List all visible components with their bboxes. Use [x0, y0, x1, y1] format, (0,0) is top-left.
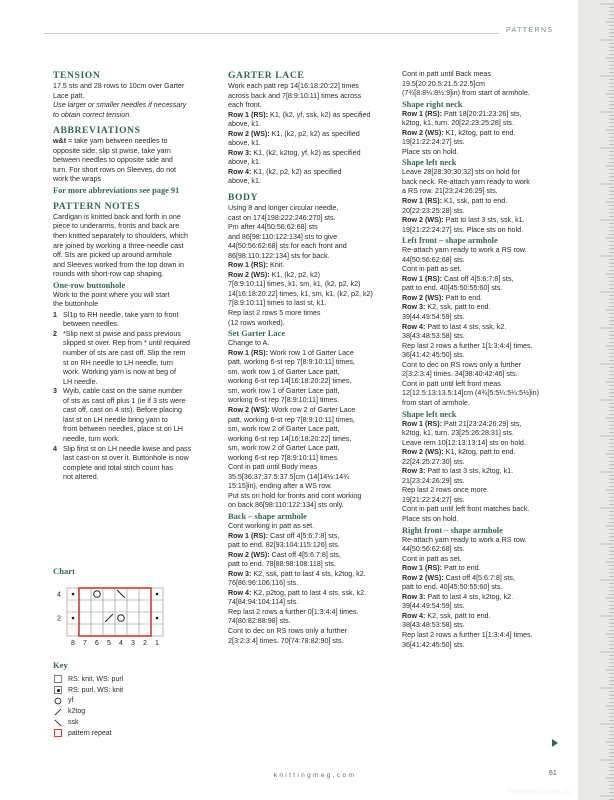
right-front-heading: Right front – shape armhole	[402, 525, 503, 535]
row-text: Cast off 4[5:6:7:8] sts, patt to end. 40[45:50:55:60] sts.	[402, 573, 515, 592]
row-text: Patt to last 4 sts, ssk, k2. 38[43:48:53:58] sts.	[402, 322, 507, 341]
right-front-after: Rep last 2 rows a further 1[1:3:4:4] times. 36[41:42:45:50] sts.	[402, 630, 533, 649]
step-number: 2	[53, 329, 57, 338]
pattern-row	[228, 532, 392, 551]
column-1	[53, 70, 215, 483]
buttonhole-heading: One-row buttonhole	[53, 280, 126, 290]
row-label: Row 4:	[228, 588, 252, 597]
row-text: Patt to end.	[442, 564, 481, 573]
step-number: 3	[53, 387, 57, 396]
row-label: Row 4:	[402, 322, 426, 331]
pattern-row	[402, 574, 564, 593]
pattern-row	[402, 129, 564, 148]
row-label: Row 3:	[402, 592, 426, 601]
row-label: Row 1 (RS):	[228, 348, 269, 357]
pattern-row	[402, 467, 564, 486]
row-label: Row 2 (WS):	[228, 270, 270, 279]
pattern-row	[402, 564, 564, 574]
back-armhole-heading: Back – shape armhole	[228, 511, 307, 521]
row-label: Row 2 (WS):	[228, 550, 270, 559]
row-text: K2, ssk, patt to end. 38[43:48:53:58] sts.	[402, 611, 491, 630]
buttonhole-steps	[53, 311, 215, 483]
row-text: K1, (k2, k2tog, yf, k2) as specified above, k1.	[228, 148, 361, 167]
row-label: Row 2 (WS):	[402, 128, 444, 137]
abbreviation-definition: = take yarn between needles to opposite side, slip st pwise, take yarn between needles to opposite side and turn. For short rows on Sleeves, do not work the wraps	[53, 137, 177, 184]
row-text: Work row 2 of Garter Lace patt, working 6-st rep 7[8:9:10:11] times, sm, work row 2 of Garter Lace patt, working 6-st rep 14[16:18:20:22] times, sm, work row 2 of Garter Lace patt, working 6-st rep 7[8:9:10:11] times.	[228, 405, 356, 462]
chart-col-label: 5	[107, 640, 111, 647]
footer-url[interactable]: knittingmeg.com	[273, 772, 357, 779]
pattern-row	[228, 130, 392, 149]
step-number: 4	[53, 444, 57, 453]
pattern-notes-heading: PATTERN NOTES	[53, 200, 141, 212]
chart-col-label: 4	[119, 640, 123, 647]
key-label: yf	[68, 697, 74, 705]
left-front-after: Rep last 2 rows a further 1[1:3:4:4] times. 36[41:42:45:50] sts. Cont to dec on RS rows only a further 2[3:2:3:4] times. 34[38:40:42:46] sts. Cont in patt until left front meas 12[12.5:13:13.5:14]cm (4¾[5:5¼:5¼:5½]in) from start of armhole.	[402, 341, 539, 407]
row-text: K1, (k2, p2, k2) as specified above, k1.	[228, 167, 342, 186]
chart-heading: Chart	[53, 566, 75, 576]
purl-dot-icon	[54, 686, 62, 694]
left-neck-heading: Shape left neck	[402, 158, 457, 168]
chart-col-label: 8	[71, 640, 75, 647]
row-label: Row 3:	[402, 303, 426, 312]
step-text: Slip first st on LH needle kwise and pass last cast-on st over it. Buttonhole is now complete and total stitch count has not altered.	[63, 444, 192, 482]
chart-row-label: 2	[57, 615, 61, 623]
set-garter-after: Cont in patt until Body meas 35.5[36:37:37.5:37.5]cm (14[14½:14¾ 15:15]in), ending after a WS row. Put sts on hold for fronts and cont working on back 86[98:110:122:134] sts only.	[228, 463, 362, 510]
row-label: Row 1 (RS):	[228, 110, 269, 119]
row-label: Row 3:	[228, 148, 252, 157]
chart-col-label: 6	[95, 640, 99, 647]
row-text: Patt to last 4 sts, k2tog, k2. 39[44:49:54:59] sts.	[402, 592, 514, 611]
tension-text: 17.5 sts and 28 rows to 10cm over Garter Lace patt.	[53, 82, 185, 100]
pattern-row	[228, 551, 392, 570]
column-2	[228, 70, 392, 646]
row-label: Row 2 (WS):	[402, 448, 444, 457]
chart-col-labels	[71, 640, 159, 647]
buttonhole-step	[53, 445, 215, 483]
row-text: Cast off 4[5:6:7:8] sts, patt to end. 78[88:98:108:118] sts.	[228, 550, 341, 569]
abbreviations-link[interactable]: For more abbreviations see page 91	[53, 185, 180, 195]
key-heading: Key	[53, 660, 68, 670]
abbreviations-heading: ABBREVIATIONS	[53, 125, 141, 137]
row-label: Row 2 (WS):	[228, 405, 270, 414]
garter-lace-intro: Work each patt rep 14[16:18:20:22] times across back and 7[8:9:10:11] times across each front.	[228, 82, 362, 110]
pattern-row	[402, 593, 564, 612]
pattern-row	[402, 275, 564, 294]
row-text: Cast off 4[5:6:7:8] sts, patt to end. 82[93:104:115:126] sts.	[228, 531, 340, 550]
chart-row-label: 4	[57, 591, 61, 599]
page-number: 61	[549, 770, 557, 777]
buttonhole-step	[53, 387, 215, 444]
row-text: K1, (k2, p2, k2) as specified above, k1.	[228, 129, 360, 148]
row-label: Row 3:	[228, 569, 252, 578]
row-label: Row 1 (RS):	[402, 109, 443, 118]
row-label: Row 1 (RS):	[402, 564, 443, 573]
chart-col-label: 7	[83, 640, 87, 647]
step-text: *Slip next st pwise and pass previous slipped st over. Rep from * until required number of sts are cast off. Slip the rem st on RH needle to LH needle, turn work. Working yarn is now at beg of LH needle.	[63, 329, 191, 386]
pattern-row	[402, 612, 564, 631]
row-text: K1, k2tog, patt to end. 19[21:22:24:27] sts.	[402, 128, 516, 147]
pattern-row	[228, 111, 392, 130]
row-text: Patt to last 3 sts, ssk, k1. 19[21:22:24:27] sts. Place sts on hold.	[402, 216, 525, 234]
row-text: Patt to end.	[443, 293, 483, 302]
row-text: K1, ssk, patt to end. 20[22:23:25:28] sts.	[402, 197, 508, 215]
step-text: Wyib, cable cast on the same number of sts as cast off plus 1 (ie if 3 sts were cast off, cast on 4 sts). Before placing last st on LH needle bring yarn to front between needles, place st on LH needle, turn work.	[63, 387, 186, 443]
row-label: Row 1 (RS):	[402, 197, 443, 206]
chart-col-label: 2	[143, 640, 147, 647]
row-text: Cast off 4[5:6:7:8] sts, patt to end. 40[45:50:55:60] sts.	[402, 274, 514, 293]
buttonhole-step	[53, 330, 215, 387]
pattern-row	[402, 303, 564, 322]
right-neck-after: Place sts on hold.	[402, 147, 459, 156]
pattern-row	[402, 294, 564, 304]
pattern-notes-text: Cardigan is knitted back and forth in one piece to underarms, fronts and back are then knitted separately to shoulders, which are joined by working a three-needle cast off. Sts are picked up around armhole and Sleeves worked from the top down in rounds with short-row cap shaping.	[53, 212, 188, 279]
key-item	[53, 717, 203, 728]
body-heading: BODY	[228, 192, 259, 204]
row-label: Row 2 (WS):	[402, 573, 444, 582]
set-garter-heading: Set Garter Lace	[228, 329, 286, 339]
set-garter-intro: Change to A.	[228, 339, 270, 348]
row-label: Row 3:	[402, 467, 426, 476]
row-text: Patt 21[23:24:26:29] sts, k2tog, k1, turn. 23[25:26:28:31] sts. Leave rem 10[12:13:13:14] sts on hold.	[402, 419, 526, 447]
measuring-ruler	[578, 0, 614, 800]
chart-key	[53, 674, 203, 739]
row-text: Work row 1 of Garter Lace patt, working 6-st rep 7[8:9:10:11] times, sm, work row 1 of Garter Lace patt, working 6-st rep 14[16:18:20:22] times, sm, work row 1 of Garter Lace patt, working 6-st rep 7[8:9:10:11] times.	[228, 348, 355, 405]
right-front-intro: Re-attach yarn ready to work a RS row. 44[50:56:62:68] sts. Cont in patt as set.	[402, 535, 527, 563]
abbreviation-wt	[53, 137, 215, 185]
back-armhole-after: Rep last 2 rows a further 0[1:3:4:4] times. 74[80:82:88:98] sts. Cont to dec on RS rows only a further 2[3:2:3:4] times. 70[74:78:82:90] sts.	[228, 607, 359, 645]
row-label: Row 2 (WS):	[402, 216, 444, 225]
body-intro: Using 8 and longer circular needle, cast on 174[198:222:246:270] sts. Pm after 44[50:56:62:68] sts and 86[98:110:122:134] sts to give 44[50:56:62:68] sts for each front and 86[98:110:122:134] sts for back.	[228, 204, 347, 260]
pattern-row	[228, 149, 392, 168]
row-label: Row 4:	[228, 167, 252, 176]
key-item	[53, 696, 203, 707]
pattern-row	[402, 448, 564, 467]
body-after: Rep last 2 rows 5 more times (12 rows worked).	[228, 309, 321, 327]
abbreviation-term: w&t	[53, 137, 67, 146]
key-item	[53, 706, 203, 717]
left-neck-intro: Leave 28[28:30:30:32] sts on hold for back neck. Re-attach yarn ready to work a RS row. 21[23:24:26:29] sts.	[402, 168, 530, 196]
row-text: K1, (k2, p2, k2) 7[8:9:10:11] times, k1, sm, k1, (k2, p2, k2) 14[16:18:20:22] times, k1, sm, k1, (k2, p2, k2) 7[8:9:10:11] times to last st, k1.	[228, 270, 373, 308]
key-label: ssk	[68, 719, 79, 727]
ssk-backslash-icon	[54, 719, 62, 727]
row-label: Row 1 (RS):	[228, 261, 269, 270]
pattern-row	[402, 216, 564, 235]
tension-note: Use larger or smaller needles if necessary to obtain correct tension.	[53, 101, 187, 119]
row-text: K2, ssk, patt to end. 39[44:49:54:59] sts.	[402, 303, 491, 322]
pattern-row	[402, 110, 564, 129]
watermark: PassionForum.ru	[507, 787, 571, 796]
right-neck-heading: Shape right neck	[402, 99, 463, 109]
garter-lace-heading: GARTER LACE	[228, 70, 305, 81]
yarn-over-circle-icon	[54, 697, 62, 705]
header-rule	[44, 33, 499, 34]
row-label: Row 4:	[402, 611, 426, 620]
pattern-row	[228, 349, 392, 406]
row-label: Row 1 (RS):	[402, 419, 443, 428]
buttonhole-intro: Work to the point where you will start the buttonhole	[53, 290, 170, 309]
buttonhole-step	[53, 311, 215, 330]
chart-col-label: 3	[131, 640, 135, 647]
pattern-row	[402, 420, 564, 449]
row-text: K1, k2tog, patt to end. 22[24:25:27:30] sts.	[402, 448, 516, 466]
pattern-repeat-icon	[54, 729, 62, 737]
k2tog-slash-icon	[54, 708, 62, 716]
left-neck2-after: Rep last 2 rows once more. 19[21:22:24:27] sts. Cont in patt until left front matches back. Place sts on hold.	[402, 486, 530, 523]
key-label: RS: purl, WS: knit	[68, 686, 124, 694]
pattern-row	[228, 261, 392, 271]
pattern-row	[402, 197, 564, 216]
stitch-chart	[53, 582, 173, 648]
step-number: 1	[53, 310, 57, 319]
row-text: Patt 18[20:21:23:26] sts, k2tog, k1, turn. 20[22:23:25:28] sts.	[402, 109, 522, 128]
key-item	[53, 685, 203, 696]
row-text: Knit.	[268, 261, 285, 270]
back-continue-text: Cont in patt until Back meas 19.5[20:20.5:21.5:22.5]cm (7¾[8:8¼:8½:9]in) from start of armhole.	[402, 70, 530, 98]
key-label: RS: knit, WS: purl	[68, 675, 124, 683]
pattern-row	[402, 323, 564, 342]
section-label: PATTERNS	[506, 27, 554, 34]
pattern-row	[228, 168, 392, 187]
chart-grid	[67, 588, 163, 636]
left-front-intro: Re-attach yarn ready to work a RS row. 44[50:56:62:68] sts. Cont in patt as set.	[402, 246, 527, 274]
step-text: Sl1p to RH needle, take yarn to front between needles.	[63, 310, 179, 329]
row-label: Row 1 (RS):	[402, 274, 443, 283]
pattern-row	[228, 271, 392, 309]
knit-square-icon	[54, 675, 62, 683]
pattern-row	[228, 589, 392, 608]
row-label: Row 1 (RS):	[228, 531, 269, 540]
key-item	[53, 728, 203, 739]
left-front-heading: Left front – shape armhole	[402, 236, 498, 246]
column-3	[402, 70, 564, 650]
left-neck2-heading: Shape left neck	[402, 409, 457, 419]
row-text: K1, (k2, yf, ssk, k2) as specified above, k1.	[228, 110, 371, 129]
pattern-row	[228, 406, 392, 463]
row-text: K2, p2tog, patt to last 4 sts, ssk, k2. 74[84:94:104:114] sts.	[228, 588, 367, 607]
back-armhole-intro: Cont working in patt as set.	[228, 521, 315, 530]
key-item	[53, 674, 203, 685]
row-label: Row 2 (WS):	[228, 129, 270, 138]
chart-col-label: 1	[155, 640, 159, 647]
row-text: Patt to last 3 sts, k2tog, k1. 21[23:24:26:29] sts.	[402, 467, 514, 485]
key-label: k2tog	[68, 708, 86, 716]
continue-arrow-icon	[552, 739, 558, 747]
row-text: K2, ssk, patt to last 4 sts, k2tog, k2. 76[86:96:106:116] sts.	[228, 569, 366, 588]
key-label: pattern repeat	[68, 729, 112, 737]
pattern-row	[228, 570, 392, 589]
tension-heading: TENSION	[53, 70, 101, 81]
row-label: Row 2 (WS):	[402, 293, 444, 302]
